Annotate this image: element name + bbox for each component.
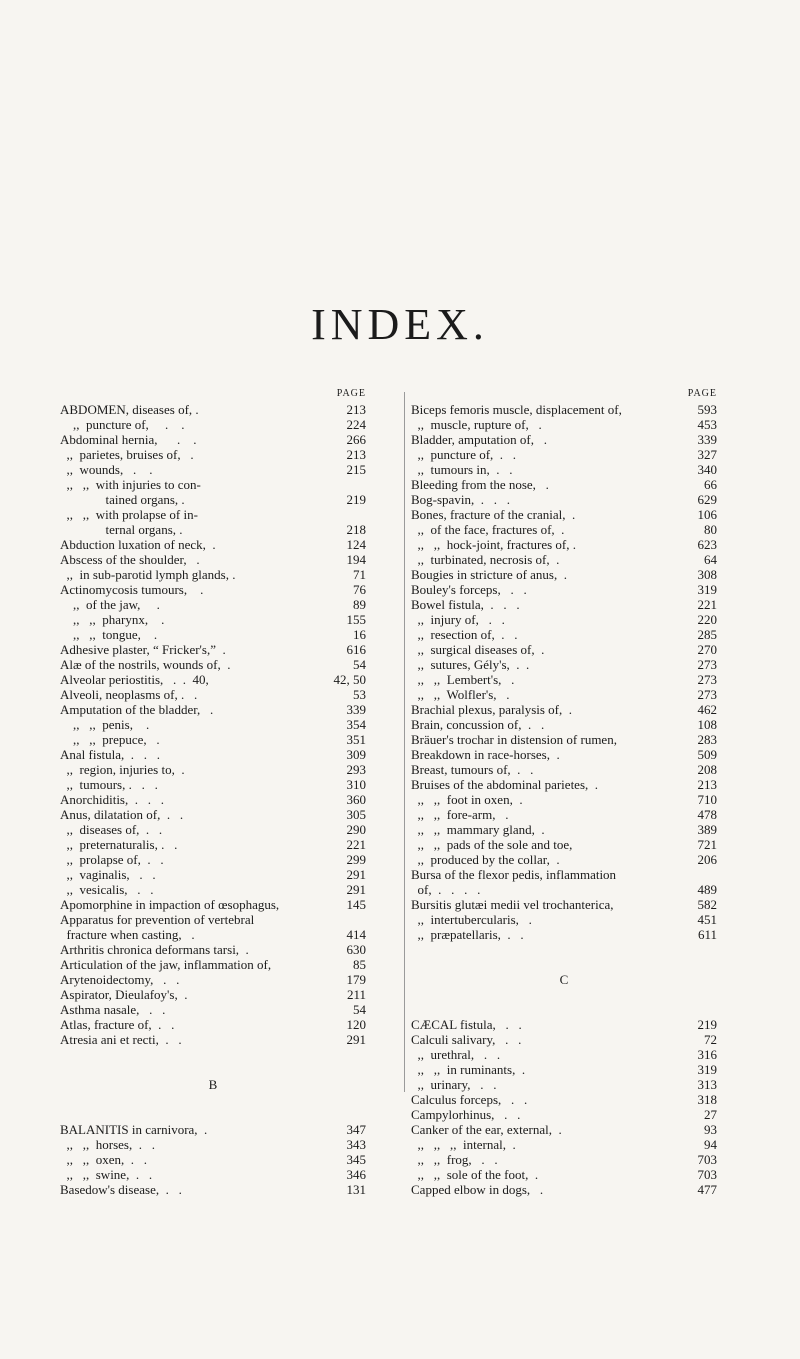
index-entry bbox=[411, 867, 717, 882]
entry-text: Anal fistula, . . . bbox=[60, 747, 161, 762]
index-entry bbox=[411, 567, 717, 582]
index-entry bbox=[60, 1182, 366, 1197]
column-divider bbox=[404, 392, 405, 1092]
entry-page-number: 108 bbox=[697, 717, 717, 732]
entry-text: ,, ,, oxen, . . bbox=[60, 1152, 148, 1167]
entry-page-number: 629 bbox=[697, 492, 717, 507]
index-entry bbox=[411, 507, 717, 522]
section-b-left bbox=[60, 1122, 366, 1197]
entry-page-number: 285 bbox=[697, 627, 717, 642]
index-entry bbox=[60, 432, 366, 447]
right-column bbox=[411, 388, 717, 1197]
index-entry bbox=[411, 1182, 717, 1197]
entry-page-number: 351 bbox=[346, 732, 366, 747]
entry-page-number: 339 bbox=[697, 432, 717, 447]
entry-page-number: 582 bbox=[697, 897, 717, 912]
entry-page-number: 290 bbox=[346, 822, 366, 837]
entry-page-number: 54 bbox=[353, 1002, 366, 1017]
index-entry bbox=[411, 1137, 717, 1152]
index-entry bbox=[411, 1017, 717, 1032]
entry-text: ,, ,, foot in oxen, . bbox=[411, 792, 523, 807]
entry-page-number: 219 bbox=[346, 492, 366, 507]
index-entry bbox=[60, 612, 366, 627]
entry-page-number: 206 bbox=[697, 852, 717, 867]
index-entry bbox=[60, 987, 366, 1002]
entry-text: ,, puncture of, . . bbox=[411, 447, 517, 462]
entry-text: ,, ,, sole of the foot, . bbox=[411, 1167, 539, 1182]
entry-page-number: 94 bbox=[704, 1137, 717, 1152]
index-entry bbox=[411, 882, 717, 897]
entry-text: Bones, fracture of the cranial, . bbox=[411, 507, 576, 522]
entry-page-number: 462 bbox=[697, 702, 717, 717]
entry-page-number: 305 bbox=[346, 807, 366, 822]
entry-text: ,, intertubercularis, . bbox=[411, 912, 532, 927]
index-entry bbox=[411, 792, 717, 807]
entry-text: ,, tumours, . . . bbox=[60, 777, 158, 792]
entry-page-number: 291 bbox=[346, 882, 366, 897]
index-entry bbox=[60, 822, 366, 837]
entry-page-number: 319 bbox=[697, 1062, 717, 1077]
entry-text: CÆCAL fistula, . . bbox=[411, 1017, 522, 1032]
index-entry bbox=[411, 477, 717, 492]
entry-page-number: 218 bbox=[346, 522, 366, 537]
index-entry bbox=[60, 447, 366, 462]
entry-text: ,, urinary, . . bbox=[411, 1077, 497, 1092]
index-entry bbox=[411, 492, 717, 507]
entry-text: tained organs, . bbox=[60, 492, 185, 507]
index-entry bbox=[60, 492, 366, 507]
entry-text: ,, præpatellaris, . . bbox=[411, 927, 524, 942]
entry-text: ,, ,, ,, internal, . bbox=[411, 1137, 516, 1152]
entry-text: ,, ,, with injuries to con- bbox=[60, 477, 201, 492]
index-entry bbox=[411, 657, 717, 672]
index-entry bbox=[411, 1062, 717, 1077]
entry-page-number: 313 bbox=[697, 1077, 717, 1092]
entry-page-number: 291 bbox=[346, 867, 366, 882]
index-entry bbox=[60, 882, 366, 897]
entry-text: Biceps femoris muscle, displacement of, bbox=[411, 402, 622, 417]
index-entry bbox=[60, 702, 366, 717]
entry-text: Atlas, fracture of, . . bbox=[60, 1017, 175, 1032]
entry-text: Amputation of the bladder, . bbox=[60, 702, 214, 717]
index-entry bbox=[60, 477, 366, 492]
entry-text: ,, parietes, bruises of, . bbox=[60, 447, 194, 462]
entry-page-number: 347 bbox=[346, 1122, 366, 1137]
entry-text: Canker of the ear, external, . bbox=[411, 1122, 562, 1137]
entry-text: Actinomycosis tumours, . bbox=[60, 582, 204, 597]
entry-text: ,, ,, fore-arm, . bbox=[411, 807, 509, 822]
entry-text: Basedow's disease, . . bbox=[60, 1182, 182, 1197]
entry-text: Bog-spavin, . . . bbox=[411, 492, 510, 507]
entry-page-number: 27 bbox=[704, 1107, 717, 1122]
entry-text: Alveoli, neoplasms of, . . bbox=[60, 687, 198, 702]
index-entry bbox=[60, 747, 366, 762]
entry-page-number: 66 bbox=[704, 477, 717, 492]
index-entry bbox=[411, 777, 717, 792]
entry-page-number: 80 bbox=[704, 522, 717, 537]
entry-text: Alæ of the nostrils, wounds of, . bbox=[60, 657, 231, 672]
index-entry bbox=[60, 732, 366, 747]
index-entry bbox=[411, 1092, 717, 1107]
index-entry bbox=[411, 927, 717, 942]
index-entry bbox=[411, 1107, 717, 1122]
entry-page-number: 316 bbox=[697, 1047, 717, 1062]
section-a bbox=[60, 402, 366, 1047]
index-entry bbox=[411, 897, 717, 912]
index-entry bbox=[411, 642, 717, 657]
index-entry bbox=[60, 972, 366, 987]
index-entry bbox=[60, 417, 366, 432]
entry-page-number: 273 bbox=[697, 672, 717, 687]
entry-text: ,, ,, hock-joint, fractures of, . bbox=[411, 537, 576, 552]
entry-page-number: 53 bbox=[353, 687, 366, 702]
index-entry bbox=[60, 552, 366, 567]
entry-text: Bougies in stricture of anus, . bbox=[411, 567, 567, 582]
entry-text: Brachial plexus, paralysis of, . bbox=[411, 702, 573, 717]
section-c bbox=[411, 1017, 717, 1197]
entry-page-number: 327 bbox=[697, 447, 717, 462]
entry-text: Apomorphine in impaction of œsophagus, bbox=[60, 897, 280, 912]
entry-page-number: 489 bbox=[697, 882, 717, 897]
entry-text: Campylorhinus, . . bbox=[411, 1107, 521, 1122]
entry-page-number: 293 bbox=[346, 762, 366, 777]
entry-page-number: 211 bbox=[346, 987, 366, 1002]
entry-text: of, . . . . bbox=[411, 882, 481, 897]
index-entry bbox=[411, 1077, 717, 1092]
index-entry bbox=[411, 732, 717, 747]
entry-text: ,, vaginalis, . . bbox=[60, 867, 156, 882]
entry-page-number: 270 bbox=[697, 642, 717, 657]
entry-text: Breakdown in race-horses, . bbox=[411, 747, 560, 762]
entry-text: BALANITIS in carnivora, . bbox=[60, 1122, 208, 1137]
entry-text: Bladder, amputation of, . bbox=[411, 432, 547, 447]
index-entry bbox=[411, 402, 717, 417]
entry-text: Bowel fistula, . . . bbox=[411, 597, 520, 612]
index-entry bbox=[60, 957, 366, 972]
entry-text: ,, ,, with prolapse of in- bbox=[60, 507, 198, 522]
index-entry bbox=[411, 762, 717, 777]
entry-page-number: 308 bbox=[697, 567, 717, 582]
entry-text: ,, turbinated, necrosis of, . bbox=[411, 552, 560, 567]
entry-page-number: 89 bbox=[353, 597, 366, 612]
index-entry bbox=[411, 1152, 717, 1167]
entry-page-number: 451 bbox=[697, 912, 717, 927]
entry-page-number: 221 bbox=[346, 837, 366, 852]
entry-text: Brain, concussion of, . . bbox=[411, 717, 545, 732]
entry-text: ,, injury of, . . bbox=[411, 612, 505, 627]
index-entry bbox=[60, 852, 366, 867]
entry-page-number: 703 bbox=[697, 1152, 717, 1167]
entry-page-number: 477 bbox=[697, 1182, 717, 1197]
entry-text: Arthritis chronica deformans tarsi, . bbox=[60, 942, 249, 957]
entry-text: Bouley's forceps, . . bbox=[411, 582, 527, 597]
index-entry bbox=[60, 672, 366, 687]
entry-page-number: 318 bbox=[697, 1092, 717, 1107]
entry-text: ,, of the face, fractures of, . bbox=[411, 522, 565, 537]
index-entry bbox=[60, 792, 366, 807]
left-column bbox=[60, 388, 366, 1197]
index-entry bbox=[411, 1047, 717, 1062]
entry-page-number: 299 bbox=[346, 852, 366, 867]
entry-text: ,, puncture of, . . bbox=[60, 417, 185, 432]
index-entry bbox=[411, 672, 717, 687]
entry-page-number: 343 bbox=[346, 1137, 366, 1152]
index-entry bbox=[60, 1002, 366, 1017]
index-entry bbox=[60, 657, 366, 672]
index-entry bbox=[411, 462, 717, 477]
entry-page-number: 16 bbox=[353, 627, 366, 642]
entry-page-number: 360 bbox=[346, 792, 366, 807]
entry-page-number: 208 bbox=[697, 762, 717, 777]
entry-page-number: 131 bbox=[346, 1182, 366, 1197]
entry-page-number: 64 bbox=[704, 552, 717, 567]
entry-text: Bursa of the flexor pedis, inflammation bbox=[411, 867, 617, 882]
entry-page-number: 339 bbox=[346, 702, 366, 717]
entry-page-number: 310 bbox=[346, 777, 366, 792]
entry-page-number: 213 bbox=[346, 402, 366, 417]
index-entry bbox=[60, 462, 366, 477]
entry-text: Alveolar periostitis, . . 40, bbox=[60, 672, 209, 687]
entry-page-number: 611 bbox=[697, 927, 717, 942]
index-entry bbox=[411, 537, 717, 552]
entry-text: ,, resection of, . . bbox=[411, 627, 518, 642]
entry-page-number: 354 bbox=[346, 717, 366, 732]
entry-page-number: 453 bbox=[697, 417, 717, 432]
entry-text: ternal organs, . bbox=[60, 522, 183, 537]
index-entry bbox=[411, 612, 717, 627]
entry-page-number: 266 bbox=[346, 432, 366, 447]
section-letter-c: C bbox=[559, 972, 569, 987]
entry-page-number: 194 bbox=[346, 552, 366, 567]
entry-text: ,, preternaturalis, . . bbox=[60, 837, 178, 852]
entry-page-number: 710 bbox=[697, 792, 717, 807]
entry-page-number: 54 bbox=[353, 657, 366, 672]
entry-page-number: 616 bbox=[346, 642, 366, 657]
entry-text: Capped elbow in dogs, . bbox=[411, 1182, 544, 1197]
index-entry bbox=[60, 837, 366, 852]
entry-text: Calculi salivary, . . bbox=[411, 1032, 522, 1047]
entry-text: ,, in sub-parotid lymph glands, . bbox=[60, 567, 236, 582]
index-entry bbox=[60, 1017, 366, 1032]
index-entry bbox=[60, 777, 366, 792]
page-title: INDEX. bbox=[311, 300, 489, 350]
entry-page-number: 340 bbox=[697, 462, 717, 477]
entry-page-number: 120 bbox=[346, 1017, 366, 1032]
index-entry bbox=[60, 807, 366, 822]
index-entry bbox=[411, 1032, 717, 1047]
entry-text: Apparatus for prevention of vertebral bbox=[60, 912, 255, 927]
entry-text: Atresia ani et recti, . . bbox=[60, 1032, 182, 1047]
index-entry bbox=[60, 912, 366, 927]
entry-text: Arytenoidectomy, . . bbox=[60, 972, 180, 987]
index-entry bbox=[411, 417, 717, 432]
entry-text: Articulation of the jaw, inflammation of, bbox=[60, 957, 272, 972]
entry-page-number: 179 bbox=[346, 972, 366, 987]
section-letter-b: B bbox=[208, 1077, 218, 1092]
entry-text: Abduction luxation of neck, . bbox=[60, 537, 216, 552]
index-entry bbox=[411, 522, 717, 537]
entry-text: ,, vesicalis, . . bbox=[60, 882, 154, 897]
entry-page-number: 273 bbox=[697, 657, 717, 672]
entry-page-number: 213 bbox=[346, 447, 366, 462]
entry-text: ,, wounds, . . bbox=[60, 462, 153, 477]
index-entry bbox=[60, 597, 366, 612]
entry-page-number: 76 bbox=[353, 582, 366, 597]
entry-page-number: 155 bbox=[346, 612, 366, 627]
entry-text: ,, region, injuries to, . bbox=[60, 762, 185, 777]
index-entry bbox=[411, 597, 717, 612]
entry-page-number: 721 bbox=[697, 837, 717, 852]
index-entry bbox=[60, 1167, 366, 1182]
index-entry bbox=[411, 747, 717, 762]
index-entry bbox=[60, 402, 366, 417]
index-entry bbox=[60, 627, 366, 642]
entry-page-number: 85 bbox=[353, 957, 366, 972]
entry-page-number: 106 bbox=[697, 507, 717, 522]
index-entry bbox=[411, 912, 717, 927]
entry-text: ,, sutures, Gély's, . . bbox=[411, 657, 530, 672]
page-column-header: PAGE bbox=[336, 388, 366, 399]
entry-text: Bruises of the abdominal parietes, . bbox=[411, 777, 599, 792]
entry-text: ,, ,, Wolfler's, . bbox=[411, 687, 510, 702]
entry-text: ,, ,, swine, . . bbox=[60, 1167, 153, 1182]
entry-page-number: 215 bbox=[346, 462, 366, 477]
index-entry bbox=[60, 867, 366, 882]
entry-text: ,, produced by the collar, . bbox=[411, 852, 560, 867]
entry-text: ,, ,, Lembert's, . bbox=[411, 672, 515, 687]
section-b-right bbox=[411, 402, 717, 942]
entry-page-number: 213 bbox=[697, 777, 717, 792]
index-entry bbox=[411, 1122, 717, 1137]
entry-page-number: 345 bbox=[346, 1152, 366, 1167]
entry-text: ,, ,, tongue, . bbox=[60, 627, 158, 642]
entry-text: ,, ,, horses, . . bbox=[60, 1137, 155, 1152]
index-entry bbox=[411, 717, 717, 732]
entry-page-number: 389 bbox=[697, 822, 717, 837]
index-entry bbox=[60, 567, 366, 582]
entry-text: ,, ,, pharynx, . bbox=[60, 612, 165, 627]
entry-page-number: 145 bbox=[346, 897, 366, 912]
entry-page-number: 220 bbox=[697, 612, 717, 627]
entry-text: ,, surgical diseases of, . bbox=[411, 642, 545, 657]
index-entry bbox=[411, 627, 717, 642]
entry-page-number: 273 bbox=[697, 687, 717, 702]
index-entry bbox=[60, 1122, 366, 1137]
entry-text: ,, of the jaw, . bbox=[60, 597, 160, 612]
index-entry bbox=[60, 927, 366, 942]
index-entry bbox=[60, 897, 366, 912]
index-entry bbox=[411, 432, 717, 447]
entry-text: Bleeding from the nose, . bbox=[411, 477, 549, 492]
entry-text: Bursitis glutæi medii vel trochanterica, bbox=[411, 897, 614, 912]
entry-page-number: 283 bbox=[697, 732, 717, 747]
entry-page-number: 72 bbox=[704, 1032, 717, 1047]
index-entry bbox=[411, 852, 717, 867]
entry-page-number: 703 bbox=[697, 1167, 717, 1182]
entry-page-number: 346 bbox=[346, 1167, 366, 1182]
entry-page-number: 42, 50 bbox=[333, 672, 366, 687]
entry-page-number: 623 bbox=[697, 537, 717, 552]
entry-text: Adhesive plaster, “ Fricker's,” . bbox=[60, 642, 226, 657]
index-entry bbox=[411, 1167, 717, 1182]
index-entry bbox=[411, 552, 717, 567]
entry-text: ,, muscle, rupture of, . bbox=[411, 417, 542, 432]
index-entry bbox=[60, 942, 366, 957]
entry-text: Anus, dilatation of, . . bbox=[60, 807, 184, 822]
entry-text: ,, urethral, . . bbox=[411, 1047, 501, 1062]
entry-page-number: 71 bbox=[353, 567, 366, 582]
index-entry bbox=[60, 1137, 366, 1152]
entry-page-number: 414 bbox=[346, 927, 366, 942]
index-entry bbox=[60, 1152, 366, 1167]
entry-page-number: 124 bbox=[346, 537, 366, 552]
entry-text: ,, diseases of, . . bbox=[60, 822, 163, 837]
index-entry bbox=[411, 702, 717, 717]
entry-page-number: 224 bbox=[346, 417, 366, 432]
entry-page-number: 319 bbox=[697, 582, 717, 597]
entry-page-number: 478 bbox=[697, 807, 717, 822]
index-entry bbox=[60, 687, 366, 702]
entry-page-number: 630 bbox=[346, 942, 366, 957]
entry-text: Anorchiditis, . . . bbox=[60, 792, 164, 807]
entry-page-number: 221 bbox=[697, 597, 717, 612]
entry-text: ,, tumours in, . . bbox=[411, 462, 513, 477]
index-entry bbox=[60, 1032, 366, 1047]
entry-text: ,, ,, frog, . . bbox=[411, 1152, 498, 1167]
index-entry bbox=[411, 822, 717, 837]
entry-text: ,, ,, prepuce, . bbox=[60, 732, 160, 747]
entry-page-number: 219 bbox=[697, 1017, 717, 1032]
index-entry bbox=[60, 717, 366, 732]
index-entry bbox=[60, 522, 366, 537]
entry-text: Abdominal hernia, . . bbox=[60, 432, 197, 447]
entry-page-number: 309 bbox=[346, 747, 366, 762]
entry-text: Breast, tumours of, . . bbox=[411, 762, 534, 777]
entry-text: Abscess of the shoulder, . bbox=[60, 552, 200, 567]
index-entry bbox=[60, 507, 366, 522]
page-column-header: PAGE bbox=[687, 388, 717, 399]
entry-text: ,, ,, pads of the sole and toe, bbox=[411, 837, 573, 852]
index-entry bbox=[60, 537, 366, 552]
entry-text: Calculus forceps, . . bbox=[411, 1092, 528, 1107]
entry-text: Bräuer's trochar in distension of rumen, bbox=[411, 732, 617, 747]
index-entry bbox=[411, 807, 717, 822]
index-entry bbox=[411, 837, 717, 852]
entry-text: Aspirator, Dieulafoy's, . bbox=[60, 987, 188, 1002]
entry-page-number: 593 bbox=[697, 402, 717, 417]
entry-page-number: 93 bbox=[704, 1122, 717, 1137]
entry-text: Asthma nasale, . . bbox=[60, 1002, 166, 1017]
index-entry bbox=[411, 582, 717, 597]
entry-text: ABDOMEN, diseases of, . bbox=[60, 402, 199, 417]
index-entry bbox=[60, 642, 366, 657]
entry-text: ,, ,, mammary gland, . bbox=[411, 822, 545, 837]
entry-text: ,, ,, in ruminants, . bbox=[411, 1062, 526, 1077]
entry-text: ,, prolapse of, . . bbox=[60, 852, 164, 867]
entry-text: fracture when casting, . bbox=[60, 927, 195, 942]
index-entry bbox=[411, 687, 717, 702]
entry-page-number: 509 bbox=[697, 747, 717, 762]
entry-page-number: 291 bbox=[346, 1032, 366, 1047]
index-entry bbox=[60, 762, 366, 777]
index-entry bbox=[60, 582, 366, 597]
index-entry bbox=[411, 447, 717, 462]
entry-text: ,, ,, penis, . bbox=[60, 717, 150, 732]
